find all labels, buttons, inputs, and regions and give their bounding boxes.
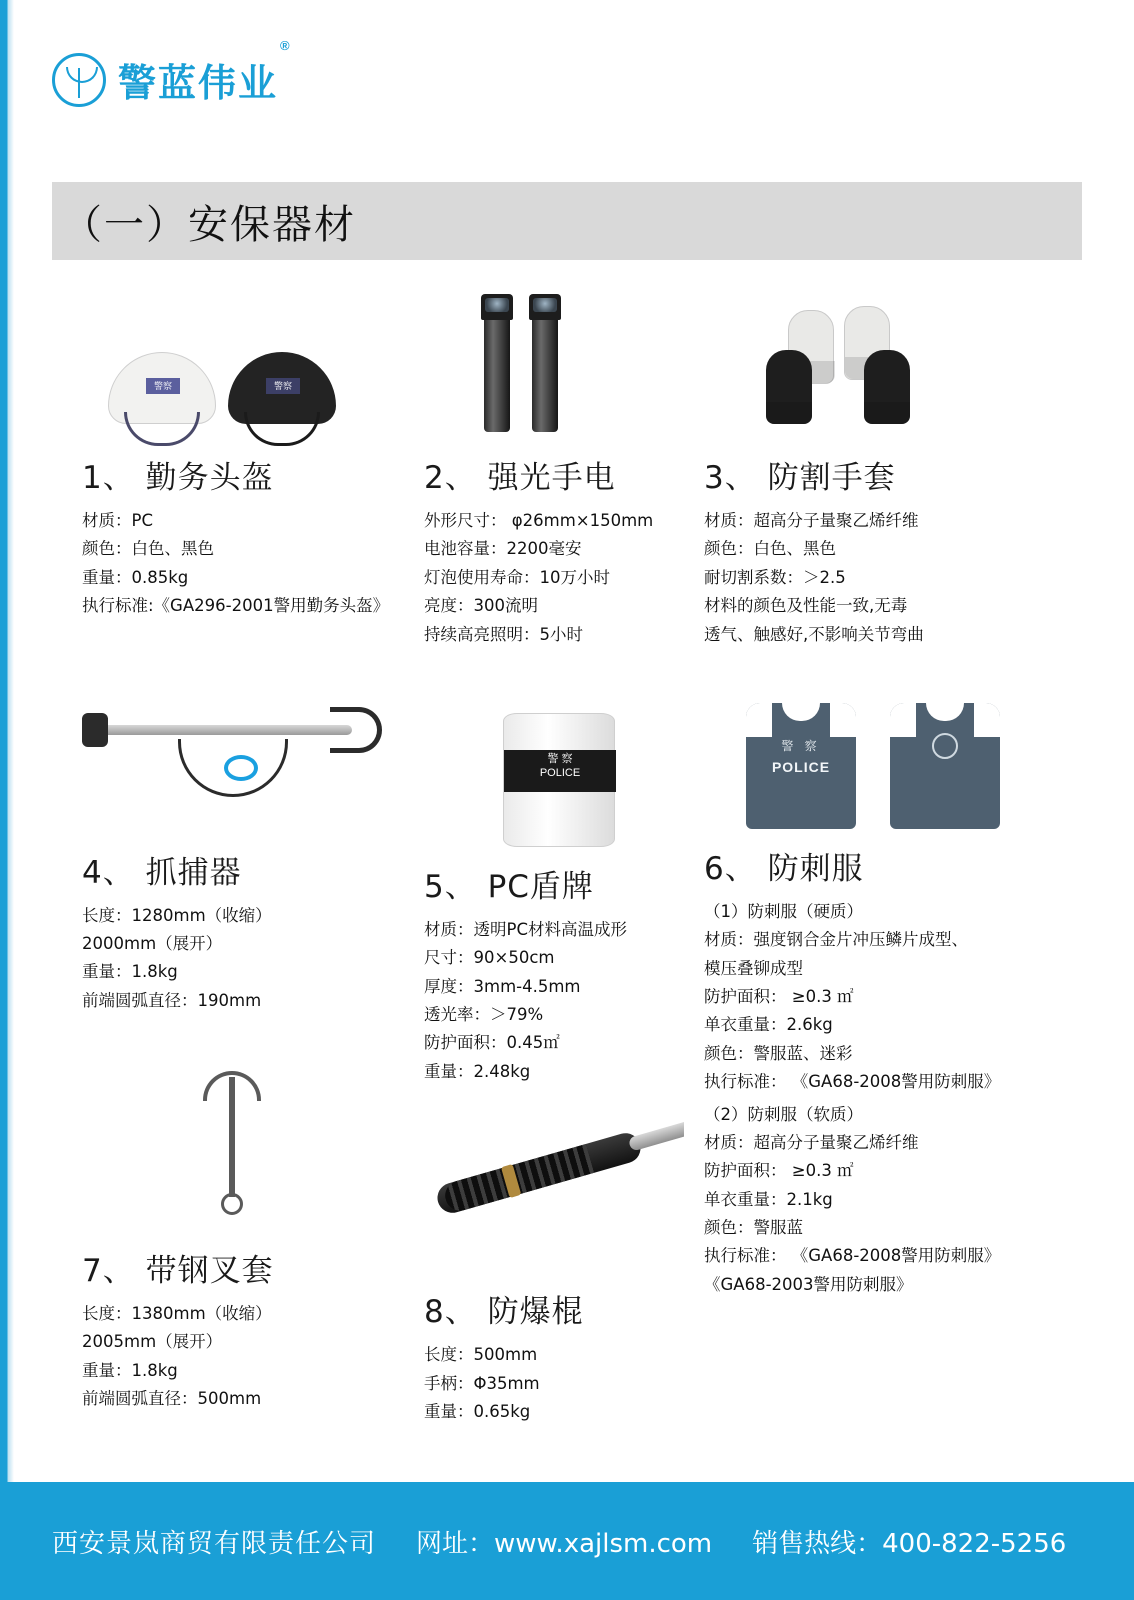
vest-front xyxy=(746,703,856,829)
pole-arc-tip xyxy=(330,707,382,753)
riot-baton-image xyxy=(424,1122,694,1272)
footer-company: 西安景岚商贸有限责任公司 xyxy=(52,1528,377,1559)
spec-line: 厚度：3mm-4.5mm xyxy=(424,976,581,996)
product-title: 6、 防刺服 xyxy=(704,850,864,887)
pole-ring-icon xyxy=(224,755,258,781)
helmet-strap xyxy=(124,412,200,446)
product-column-1 xyxy=(82,288,402,1414)
registered-mark: ® xyxy=(280,38,292,53)
flashlight-image xyxy=(424,288,694,438)
vest-back xyxy=(890,703,1000,829)
product-title: 4、 抓捕器 xyxy=(82,854,242,891)
spec-line: 单衣重量：2.6kg xyxy=(704,1015,833,1035)
spec-line: （1）防刺服（硬质） xyxy=(704,901,863,921)
spec-line: 材质：透明PC材料高温成形 xyxy=(424,919,627,939)
spec-line: 材质：超高分子量聚乙烯纤维 xyxy=(704,511,919,530)
product-specs xyxy=(82,1300,402,1414)
pole-grip xyxy=(82,713,108,747)
spec-line: 执行标准： 《GA68-2008警用防刺服》 xyxy=(704,1072,1001,1092)
shield-label-en: POLICE xyxy=(539,766,581,779)
product-specs xyxy=(424,507,694,649)
spec-line: 电池容量：2200毫安 xyxy=(424,539,582,559)
spec-line: 重量：1.8kg xyxy=(82,1360,178,1380)
product-item-5 xyxy=(424,687,694,1086)
product-title: 3、 防割手套 xyxy=(704,460,896,496)
product-item-6 xyxy=(704,689,1084,1299)
product-specs xyxy=(82,507,402,621)
section-title: （一）安保器材 xyxy=(62,201,356,248)
product-item-2 xyxy=(424,288,694,649)
spec-line: 执行标准:《GA296-2001警用勤务头盔》 xyxy=(82,596,390,616)
spec-line: 重量：0.65kg xyxy=(424,1401,531,1421)
baton-spiked-section xyxy=(442,1144,594,1214)
spec-line: （2）防刺服（软质） xyxy=(704,1104,863,1124)
spec-line: 重量：1.8kg xyxy=(82,962,178,982)
vest-label-en: POLICE xyxy=(771,758,831,775)
spec-line: 颜色：警服蓝 xyxy=(704,1218,803,1237)
spec-line: 防护面积： ≥0.3 ㎡ xyxy=(704,987,854,1006)
spec-line: 模压叠铆成型 xyxy=(704,958,803,978)
spec-line: 防护面积： ≥0.3 ㎡ xyxy=(704,1161,854,1181)
brand-logo xyxy=(52,38,292,107)
shield-logo-icon xyxy=(52,53,106,107)
shield-label xyxy=(504,750,616,792)
helmet-black xyxy=(228,352,336,438)
fork-ring xyxy=(221,1193,243,1215)
footer-hotline: 销售热线：400-822-5256 xyxy=(752,1528,1067,1559)
shield-label-cn: 警 察 xyxy=(547,752,573,765)
product-item-8 xyxy=(424,1122,694,1426)
brand-name-text: 警蓝伟业 xyxy=(118,63,279,105)
product-specs xyxy=(82,902,402,1016)
spec-line: 材质：PC xyxy=(82,511,153,530)
spec-line: 《GA68-2003警用防刺服》 xyxy=(704,1274,913,1294)
glove-black-left xyxy=(766,350,812,424)
spec-line: 尺寸：90×50cm xyxy=(424,948,555,968)
glove-black-right xyxy=(864,350,910,424)
section-header xyxy=(52,182,1082,260)
helmet-badge: 警察 xyxy=(146,378,180,394)
brand-name xyxy=(118,38,292,107)
spec-line: 手柄：Φ35mm xyxy=(424,1373,540,1393)
page-footer xyxy=(0,1482,1134,1600)
spec-line: 重量：2.48kg xyxy=(424,1061,531,1081)
spec-line: 材质：超高分子量聚乙烯纤维 xyxy=(704,1132,919,1152)
vest-label-cn: 警 察 xyxy=(781,738,821,753)
product-specs xyxy=(704,507,1084,649)
spec-line: 重量：0.85kg xyxy=(82,567,189,587)
spec-line: 颜色：白色、黑色 xyxy=(82,539,214,559)
spec-line: 颜色：白色、黑色 xyxy=(704,539,836,559)
fork-hook xyxy=(203,1071,261,1101)
product-title: 8、 防爆棍 xyxy=(424,1294,584,1331)
spec-line: 执行标准： 《GA68-2008警用防刺服》 xyxy=(704,1246,1001,1266)
cut-resistant-gloves-image xyxy=(704,288,1084,438)
spec-line: 耐切割系数：＞2.5 xyxy=(704,567,846,587)
product-item-3 xyxy=(704,288,1084,649)
spec-line: 透气、触感好,不影响关节弯曲 xyxy=(704,624,924,644)
stab-proof-vest-image xyxy=(704,689,1084,829)
police-emblem-icon xyxy=(932,733,958,759)
product-title: 7、 带钢叉套 xyxy=(82,1253,274,1289)
steel-fork-image xyxy=(82,1071,402,1231)
spec-line: 单衣重量：2.1kg xyxy=(704,1189,833,1209)
product-specs xyxy=(424,1341,694,1426)
spec-line: 灯泡使用寿命：10万小时 xyxy=(424,567,610,587)
duty-helmet-image xyxy=(82,288,402,438)
glove-cuff xyxy=(766,402,812,424)
product-title: 2、 强光手电 xyxy=(424,460,616,496)
pole-shaft xyxy=(82,725,352,735)
spec-line: 防护面积：0.45㎡ xyxy=(424,1033,560,1053)
spec-line: 长度：500mm xyxy=(424,1345,538,1365)
left-accent-bar xyxy=(0,0,14,1600)
spec-line: 持续高亮照明：5小时 xyxy=(424,624,583,644)
glove-cuff xyxy=(864,402,910,424)
baton-handle xyxy=(628,1122,684,1152)
flashlight-right xyxy=(532,294,558,432)
spec-line: 长度：1280mm（收缩） xyxy=(82,905,272,925)
spec-line: 材料的颜色及性能一致,无毒 xyxy=(704,596,908,616)
spec-line: 颜色：警服蓝、迷彩 xyxy=(704,1043,853,1063)
product-item-4 xyxy=(82,673,402,1016)
baton-body xyxy=(434,1130,644,1217)
vest-neck xyxy=(782,703,820,721)
product-item-7 xyxy=(82,1071,402,1414)
product-item-1 xyxy=(82,288,402,621)
product-specs xyxy=(704,898,1084,1299)
helmet-strap xyxy=(244,412,320,446)
spec-line: 亮度：300流明 xyxy=(424,596,538,616)
flashlight-left xyxy=(484,294,510,432)
spec-line: 2005mm（展开） xyxy=(82,1332,223,1352)
product-column-3 xyxy=(704,288,1084,1299)
footer-website[interactable]: 网址：www.xajlsm.com xyxy=(416,1528,713,1559)
spec-line: 前端圆弧直径：500mm xyxy=(82,1389,262,1409)
spec-line: 材质：强度钢合金片冲压鳞片成型、 xyxy=(704,930,968,950)
spec-line: 前端圆弧直径：190mm xyxy=(82,990,262,1010)
spec-line: 长度：1380mm（收缩） xyxy=(82,1304,272,1323)
product-column-2 xyxy=(424,288,694,1426)
spec-line: 2000mm（展开） xyxy=(82,933,223,953)
catch-pole-image xyxy=(82,673,402,833)
helmet-badge: 警察 xyxy=(266,378,300,394)
spec-line: 透光率：＞79% xyxy=(424,1005,544,1024)
spec-line: 外形尺寸： φ26mm×150mm xyxy=(424,511,654,530)
helmet-white xyxy=(108,352,216,438)
product-title: 1、 勤务头盔 xyxy=(82,460,274,496)
product-specs xyxy=(424,916,694,1086)
pc-shield-image xyxy=(424,687,694,847)
shield-body xyxy=(503,713,615,847)
product-title: 5、 PC盾牌 xyxy=(424,868,594,905)
vest-neck xyxy=(926,703,964,721)
